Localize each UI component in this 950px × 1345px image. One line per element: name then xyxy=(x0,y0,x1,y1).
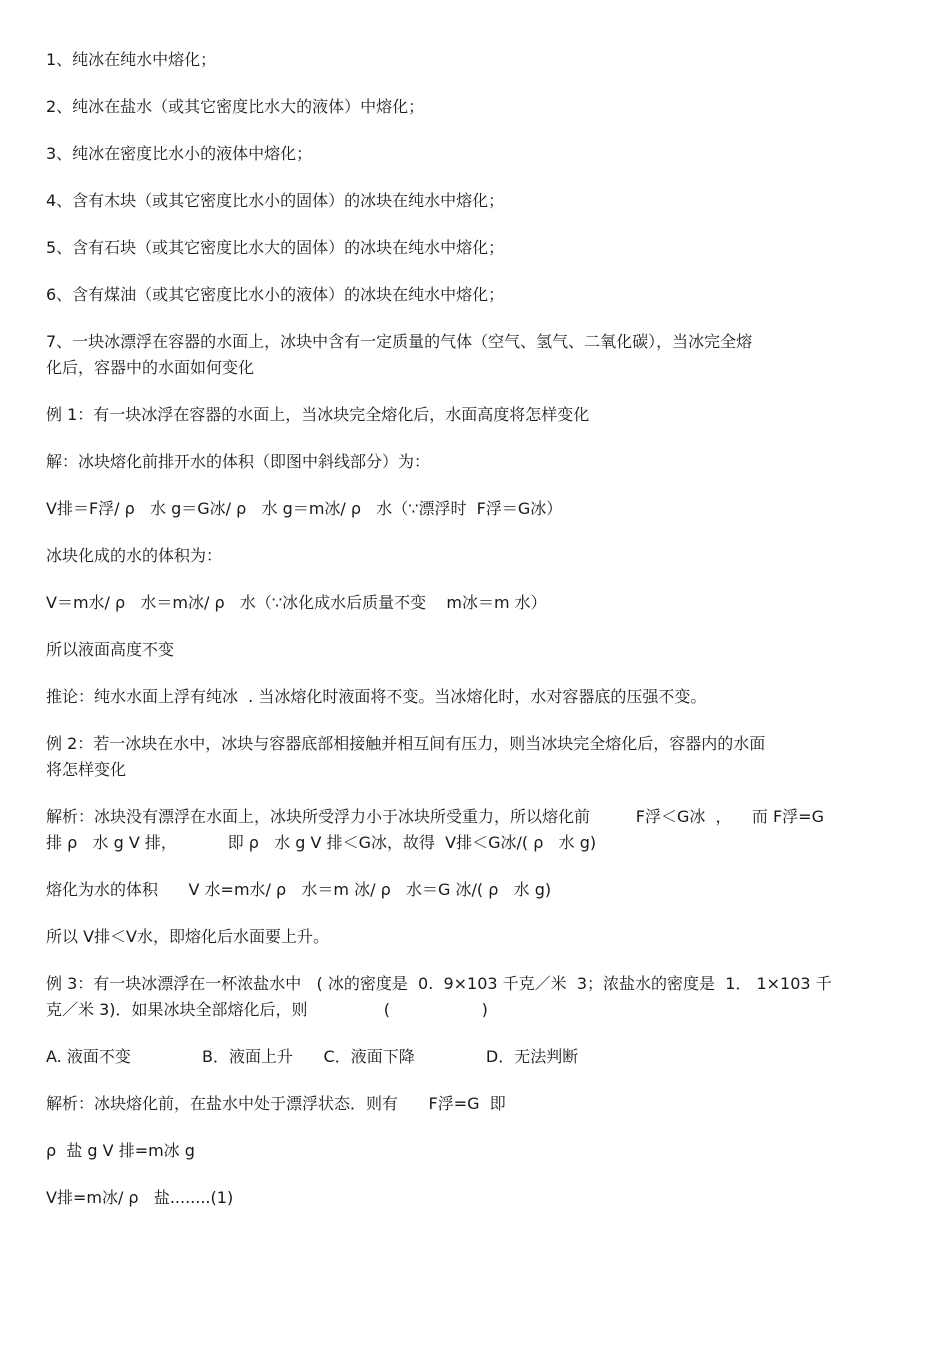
example-3-analysis: 解析：冰块熔化前，在盐水中处于漂浮状态．则有 F浮=G 即 xyxy=(46,1094,506,1113)
line-item-1: 1、纯冰在纯水中熔化； xyxy=(46,50,217,69)
line-item-2: 2、纯冰在盐水（或其它密度比水大的液体）中熔化； xyxy=(46,97,425,116)
example-1-solution: 解：冰块熔化前排开水的体积（即图中斜线部分）为： xyxy=(46,452,431,471)
example-2-question-cont: 将怎样变化 xyxy=(46,760,127,779)
line-item-7-cont: 化后，容器中的水面如何变化 xyxy=(46,358,255,377)
example-2-question: 例 2：若一冰块在水中，冰块与容器底部相接触并相互间有压力，则当冰块完全熔化后，容器内的水面 xyxy=(46,734,766,753)
line-item-3: 3、纯冰在密度比水小的液体中熔化； xyxy=(46,144,313,163)
example-3-options: A. 液面不变 B．液面上升 C．液面下降 D．无法判断 xyxy=(46,1047,579,1066)
line-item-7: 7、一块冰漂浮在容器的水面上，冰块中含有一定质量的气体（空气、氢气、二氧化碳），当冰完全熔 xyxy=(46,332,753,351)
example-3-question: 例 3：有一块冰漂浮在一杯浓盐水中 ( 冰的密度是 0. 9×103 千克／米 3；浓盐水的密度是 1． 1×103 千 xyxy=(46,974,832,993)
formula-v-displaced-1: V排=m冰/ ρ 盐........(1) xyxy=(46,1188,234,1207)
formula-melted-water: 熔化为水的体积 V 水=m水/ ρ 水＝m 冰/ ρ 水＝G 冰/( ρ 水 g) xyxy=(46,880,552,899)
example-1-conclusion: 所以液面高度不变 xyxy=(46,640,175,659)
example-2-analysis-cont: 排 ρ 水 g V 排， 即 ρ 水 g V 排＜G冰，故得 V排＜G冰/( ρ 水 g) xyxy=(46,833,597,852)
line-item-5: 5、含有石块（或其它密度比水大的固体）的冰块在纯水中熔化； xyxy=(46,238,505,257)
formula-v-displaced: V排＝F浮/ ρ 水 g＝G冰/ ρ 水 g＝m冰/ ρ 水（∵漂浮时 F浮＝G冰） xyxy=(46,499,563,518)
corollary: 推论：纯水水面上浮有纯冰 . 当冰熔化时液面将不变。当冰熔化时，水对容器底的压强不变。 xyxy=(46,687,707,706)
melted-volume-label: 冰块化成的水的体积为： xyxy=(46,546,223,565)
example-2-analysis: 解析：冰块没有漂浮在水面上，冰块所受浮力小于冰块所受重力，所以熔化前 F浮＜G冰 ， 而 F浮=G xyxy=(46,807,824,826)
formula-v-melted: V＝m水/ ρ 水＝m冰/ ρ 水（∵冰化成水后质量不变 m冰＝m 水） xyxy=(46,593,547,612)
example-2-conclusion: 所以 V排＜V水，即熔化后水面要上升。 xyxy=(46,927,329,946)
formula-buoyancy: ρ 盐 g V 排=m冰 g xyxy=(46,1141,195,1160)
line-item-4: 4、含有木块（或其它密度比水小的固体）的冰块在纯水中熔化； xyxy=(46,191,505,210)
line-item-6: 6、含有煤油（或其它密度比水小的液体）的冰块在纯水中熔化； xyxy=(46,285,505,304)
example-1-question: 例 1：有一块冰浮在容器的水面上，当冰块完全熔化后，水面高度将怎样变化 xyxy=(46,405,590,424)
example-3-question-cont: 克／米 3)．如果冰块全部熔化后，则 ( ) xyxy=(46,1000,488,1019)
